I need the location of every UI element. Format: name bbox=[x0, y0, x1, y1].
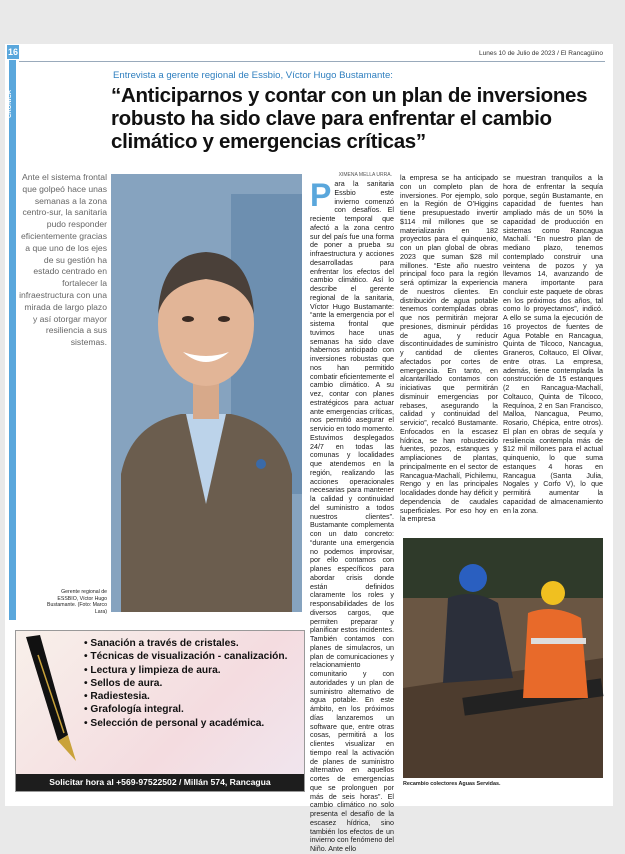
section-sidebar-bar bbox=[9, 60, 16, 620]
article-column-3: se muestran tranquilos a la hora de enfrentar la sequía porque, según Bustamante, en capacidad de fuentes han ampliado más de un 50% la capacidad de producción en sistemas como Rancagua Machalí. “En nuestro plan de mediano plazo, tenemos contemplado construir una veintena de pozos y ya llevamos 14, avanzando de manera importante para concluir este paquete de obras en los próximos dos años, tal como lo proyectamos”, indicó. A ello se suma la ejecución de 16 proyectos de fuentes de Agua Potable en Rancagua, Quinta de Tilcoco, Nancagua, Graneros, Coltauco, El Olivar, entre otras. La empresa, además, tiene contemplada la construcción de 15 estanques (2 en Rancagua-Machalí, Coltauco, Quinta de Tilcoco, Requínoa, 2 en San Francisco, Malloa, Nancagua, Peumo, Rosario, Chépica, entre otros). El plan en obras de sequía y resiliencia contempla más de $12 mil millones para el actual quinquenio, lo que suma estanques 4 horas en Rancagua (Santa Julia, Nogales y Corfo V), lo que permitirá aumentar la capacidad de almacenamiento en la zona. bbox=[503, 174, 603, 515]
service-item: • Sellos de aura. bbox=[84, 677, 163, 689]
fountain-pen-icon bbox=[18, 635, 80, 765]
issue-date-line bbox=[479, 50, 603, 57]
portrait-illustration bbox=[111, 174, 302, 612]
issue-date: Lunes 10 de Julio de 2023 bbox=[479, 50, 556, 57]
date-separator: / bbox=[557, 50, 559, 57]
service-item: • Lectura y limpieza de aura. bbox=[84, 664, 221, 676]
article-column-1 bbox=[310, 177, 394, 853]
section-label: CRÓNICA bbox=[7, 90, 13, 118]
newspaper-page bbox=[5, 44, 613, 853]
article-kicker: Entrevista a gerente regional de Essbio, Víctor Hugo Bustamante: bbox=[113, 70, 393, 81]
workers-illustration bbox=[403, 538, 603, 778]
drop-cap: P bbox=[310, 177, 332, 213]
service-item: • Sanación a través de cristales. bbox=[84, 638, 239, 649]
header-rule bbox=[19, 61, 605, 62]
publication-name: El Rancagüino bbox=[560, 50, 603, 57]
service-item: • Selección de personal y académica. bbox=[84, 717, 265, 729]
page-number: 16 bbox=[7, 47, 18, 57]
workers-photo bbox=[403, 538, 603, 778]
service-item: • Técnicas de visualización - canalización. bbox=[84, 651, 288, 663]
ad-contact-bar: Solicitar hora al +569-97522502 / Millán 574, Rancagua bbox=[16, 774, 304, 791]
portrait-caption: Gerente regional de ESSBIO, Víctor Hugo Bustamante. (Foto: Marco Lara) bbox=[47, 589, 107, 615]
service-item: • Grafología integral. bbox=[84, 704, 184, 716]
service-item: • Radiestesia. bbox=[84, 691, 150, 703]
article-lead-quote: Ante el sistema frontal que golpeó hace unas semanas a la zona centro-sur, la sanitaria pudo responder eficientemente gracias a que uno de los ejes de su gestión ha estado centrado en fortalecer la infraestructura con una mirada de largo plazo y así otorgar mayor resiliencia a sus sistemas. bbox=[19, 172, 107, 348]
article-column-2: la empresa se ha anticipado con un completo plan de inversiones. Por ejemplo, solo en la Región de O’Higgins tiene presupuestado invertir $114 mil millones que se materializarán en 182 proyectos para el quinquenio, con un plan global de obras 2023 que suman $28 mil millones. “Este año nuestro principal foco para la región será optimizar la experiencia de nuestros clientes. En distribución de agua potable tenemos contempladas obras que nos permitirán mejorar presiones, disminuir pérdidas de agua, y reducir discontinuidades de suministro y cantidad de clientes afectados por cortes de emergencia. En tanto, en alcantarillado contamos con iniciativas que permitirán disminuir emergencias por rebases, asegurando la calidad y continuidad del servicio”, recalcó Bustamante. Enfocados en la escasez hídrica, se han robustecido fuentes, pozos, estanques y ampliaciones de plantas, principalmente en el sector de Rancagua-Machalí, Pichilemu, Rengo y en las principales localidades donde hay déficit y dependencia de caudales superficiales. Por eso hoy en la empresa bbox=[400, 174, 498, 524]
services-list bbox=[84, 637, 287, 730]
article-byline: XIMENA MELLA URRA. bbox=[338, 172, 392, 178]
workers-photo-caption: Recambio colectores Aguas Servidas. bbox=[403, 781, 501, 787]
advertisement bbox=[15, 630, 305, 792]
column-1-text: ara la sanitaria Essbio este invierno comenzó con desafíos. El reciente temporal que afectó a la zona centro sur del país fue una forma de poner a prueba su infraestructura y acciones desarrolladas para enfrentar los efectos del cambio climático. Así lo describe el gerente regional de la sanitaria, Víctor Hugo Bustamante: “ante la emergencia por el sistema frontal que tuvimos hace unas semanas ha sido clave habernos anticipado con inversiones robustas que nos han permitido combatir eficientemente el cambio climático. A su vez, contar con planes estratégicos para actuar ante emergencias críticas, nos permitió asegurar el servicio en todo momento. Estuvimos desplegados 24/7 en todas las comunas y localidades que atendemos en la región, realizando las acciones operacionales necesarias para mantener la calidad y continuidad del suministro a todos nuestros clientes”. Bustamante complementa con un dato concreto: “durante una emergencia no podemos improvisar, por ello contamos con planes específicos para abordar crisis donde están definidos claramente los roles y responsabilidades de los diversos cargos, que permiten preparar y planificar estos incidentes. También contamos con planes de simulacros, un plan de comunicaciones y relacionamiento comunitario y con autoridades y un plan de suministro alternativo de agua potable. En este ámbito, en los próximos días lanzaremos un software que, entre otras cosas, permitirá a los clientes visualizar en tiempo real la activación de planes de suministro alternativo en aquellos cortes de emergencias que se prolonguen por más de seis horas”. El cambio climático no solo presenta el desafío de la escasez hídrica, sino también los efectos de un invierno con fenómeno del Niño. Ante ello bbox=[310, 180, 394, 853]
article-headline: “Anticiparnos y contar con un plan de inversiones robusto ha sido clave para enfrentar el cambio climático y emergencias críticas” bbox=[111, 84, 588, 153]
portrait-photo bbox=[111, 174, 302, 612]
